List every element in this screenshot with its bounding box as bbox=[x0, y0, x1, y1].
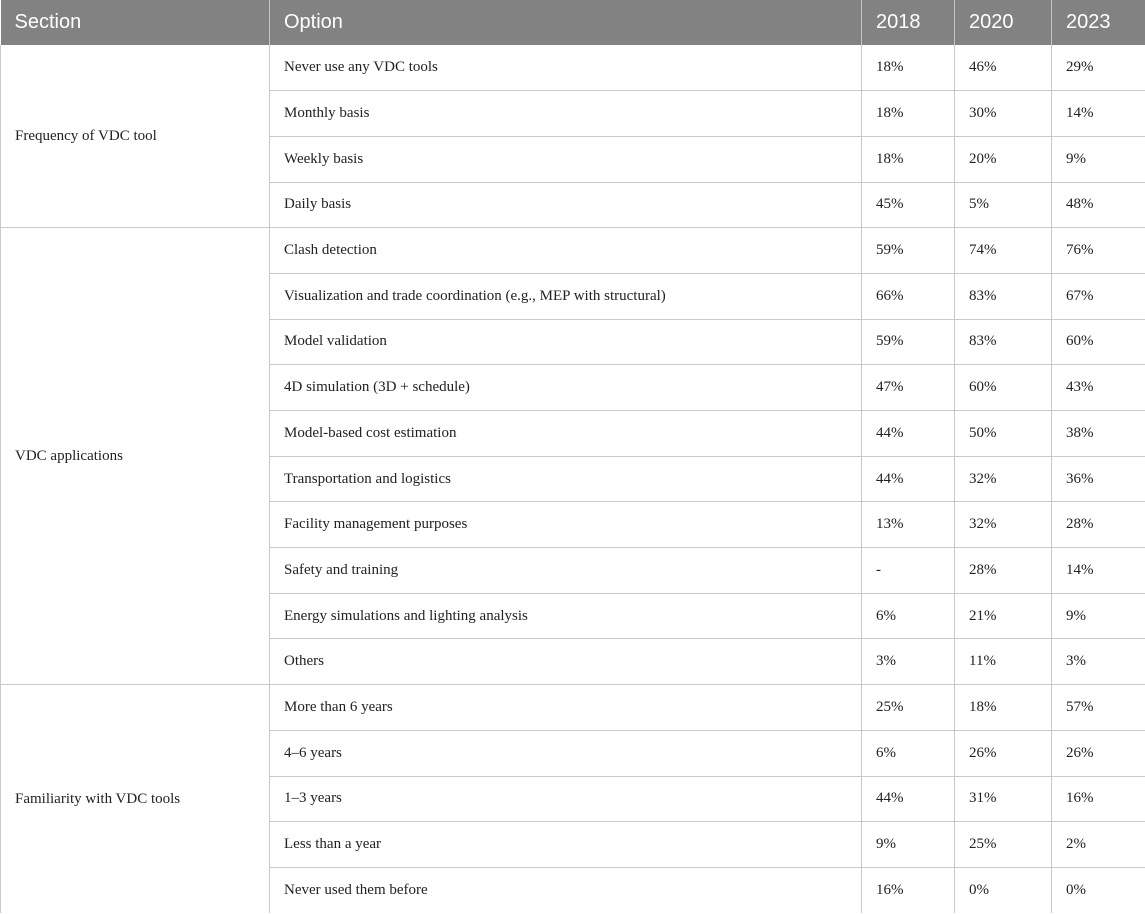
value-2023-cell: 43% bbox=[1052, 365, 1145, 411]
option-cell: Model validation bbox=[270, 319, 862, 365]
value-2023-cell: 28% bbox=[1052, 502, 1145, 548]
value-2020-cell: 30% bbox=[955, 91, 1052, 137]
value-2018-cell: 47% bbox=[862, 365, 955, 411]
option-cell: Never used them before bbox=[270, 867, 862, 913]
value-2023-cell: 67% bbox=[1052, 273, 1145, 319]
value-2018-cell: 25% bbox=[862, 685, 955, 731]
option-cell: More than 6 years bbox=[270, 685, 862, 731]
option-cell: 4D simulation (3D + schedule) bbox=[270, 365, 862, 411]
option-cell: Never use any VDC tools bbox=[270, 45, 862, 91]
value-2023-cell: 48% bbox=[1052, 182, 1145, 228]
option-cell: Others bbox=[270, 639, 862, 685]
option-cell: Transportation and logistics bbox=[270, 456, 862, 502]
value-2018-cell: 44% bbox=[862, 456, 955, 502]
value-2020-cell: 21% bbox=[955, 593, 1052, 639]
value-2023-cell: 29% bbox=[1052, 45, 1145, 91]
value-2018-cell: 18% bbox=[862, 45, 955, 91]
value-2023-cell: 26% bbox=[1052, 730, 1145, 776]
value-2023-cell: 14% bbox=[1052, 548, 1145, 594]
table-row bbox=[1, 228, 1145, 274]
value-2018-cell: 45% bbox=[862, 182, 955, 228]
value-2020-cell: 11% bbox=[955, 639, 1052, 685]
value-2020-cell: 0% bbox=[955, 867, 1052, 913]
value-2023-cell: 76% bbox=[1052, 228, 1145, 274]
value-2020-cell: 31% bbox=[955, 776, 1052, 822]
header-2018: 2018 bbox=[862, 0, 955, 45]
option-cell: Monthly basis bbox=[270, 91, 862, 137]
option-cell: Weekly basis bbox=[270, 136, 862, 182]
value-2023-cell: 16% bbox=[1052, 776, 1145, 822]
value-2023-cell: 2% bbox=[1052, 822, 1145, 868]
value-2023-cell: 60% bbox=[1052, 319, 1145, 365]
option-cell: 1–3 years bbox=[270, 776, 862, 822]
value-2018-cell: 59% bbox=[862, 228, 955, 274]
value-2023-cell: 38% bbox=[1052, 411, 1145, 457]
option-cell: Less than a year bbox=[270, 822, 862, 868]
value-2020-cell: 28% bbox=[955, 548, 1052, 594]
value-2023-cell: 57% bbox=[1052, 685, 1145, 731]
value-2020-cell: 46% bbox=[955, 45, 1052, 91]
value-2018-cell: 18% bbox=[862, 136, 955, 182]
option-cell: Energy simulations and lighting analysis bbox=[270, 593, 862, 639]
value-2020-cell: 25% bbox=[955, 822, 1052, 868]
header-2020: 2020 bbox=[955, 0, 1052, 45]
value-2020-cell: 32% bbox=[955, 456, 1052, 502]
header-row bbox=[1, 0, 1145, 45]
value-2018-cell: 59% bbox=[862, 319, 955, 365]
table-header bbox=[1, 0, 1145, 45]
value-2018-cell: 13% bbox=[862, 502, 955, 548]
value-2020-cell: 60% bbox=[955, 365, 1052, 411]
option-cell: Daily basis bbox=[270, 182, 862, 228]
option-cell: Visualization and trade coordination (e.g., MEP with structural) bbox=[270, 273, 862, 319]
option-cell: Clash detection bbox=[270, 228, 862, 274]
value-2023-cell: 36% bbox=[1052, 456, 1145, 502]
value-2023-cell: 3% bbox=[1052, 639, 1145, 685]
value-2020-cell: 18% bbox=[955, 685, 1052, 731]
header-section: Section bbox=[1, 0, 270, 45]
header-2023: 2023 bbox=[1052, 0, 1145, 45]
value-2018-cell: 44% bbox=[862, 411, 955, 457]
header-option: Option bbox=[270, 0, 862, 45]
value-2018-cell: 44% bbox=[862, 776, 955, 822]
value-2018-cell: 6% bbox=[862, 593, 955, 639]
value-2020-cell: 26% bbox=[955, 730, 1052, 776]
option-cell: Facility management purposes bbox=[270, 502, 862, 548]
value-2020-cell: 32% bbox=[955, 502, 1052, 548]
section-cell: Familiarity with VDC tools bbox=[1, 685, 270, 913]
table-row bbox=[1, 685, 1145, 731]
value-2023-cell: 9% bbox=[1052, 593, 1145, 639]
value-2018-cell: 66% bbox=[862, 273, 955, 319]
option-cell: 4–6 years bbox=[270, 730, 862, 776]
value-2023-cell: 0% bbox=[1066, 881, 1086, 898]
option-cell: Model-based cost estimation bbox=[270, 411, 862, 457]
value-2020-cell: 20% bbox=[955, 136, 1052, 182]
value-2018-cell: 3% bbox=[862, 639, 955, 685]
table-body bbox=[1, 45, 1145, 913]
section-cell: Frequency of VDC tool bbox=[1, 45, 270, 228]
value-2018-cell: 9% bbox=[862, 822, 955, 868]
value-2023-cell: 9% bbox=[1052, 136, 1145, 182]
section-cell: VDC applications bbox=[1, 228, 270, 685]
value-2018-cell: - bbox=[862, 548, 955, 594]
value-2018-cell: 6% bbox=[862, 730, 955, 776]
value-2018-cell: 18% bbox=[862, 91, 955, 137]
option-cell: Safety and training bbox=[270, 548, 862, 594]
value-2020-cell: 5% bbox=[955, 182, 1052, 228]
value-2020-cell: 83% bbox=[955, 319, 1052, 365]
value-2018-cell: 16% bbox=[862, 867, 955, 913]
value-2020-cell: 50% bbox=[955, 411, 1052, 457]
value-2023-cell: 14% bbox=[1052, 91, 1145, 137]
value-2020-cell: 74% bbox=[955, 228, 1052, 274]
table-row bbox=[1, 45, 1145, 91]
value-2020-cell: 83% bbox=[955, 273, 1052, 319]
